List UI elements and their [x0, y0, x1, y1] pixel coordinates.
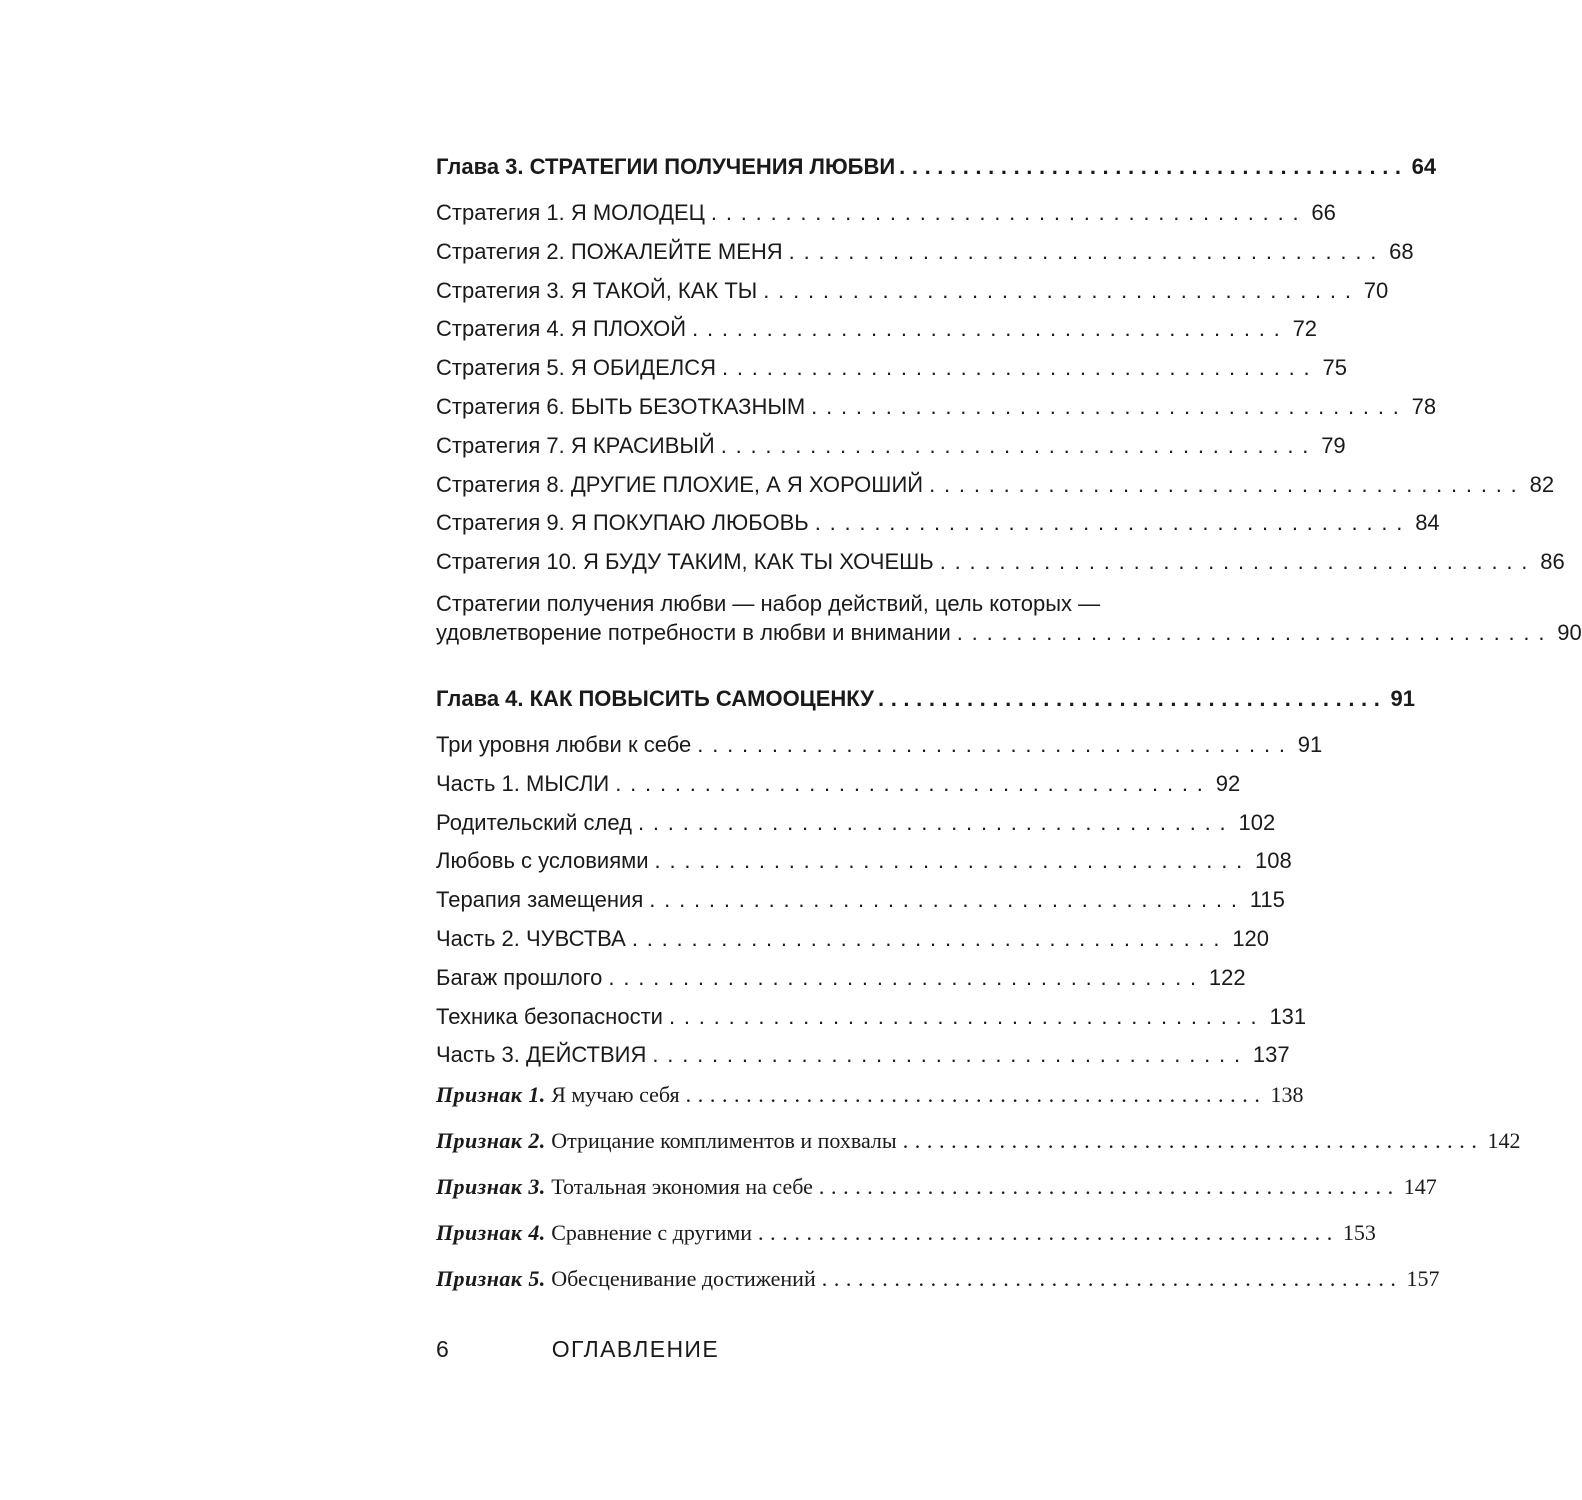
- sign-label: Признак 1.: [436, 1082, 546, 1107]
- entry-title: Часть 1. МЫСЛИ: [436, 771, 610, 796]
- page-number: 70: [1363, 278, 1389, 303]
- sign-title-wrap: [436, 1173, 813, 1201]
- summary-line-2: удовлетворение потребности в любви и внимании: [436, 620, 951, 645]
- dot-leader: ................................................: [758, 1220, 1339, 1245]
- dot-leader: ........................................: [710, 200, 1308, 225]
- page-number: 108: [1255, 848, 1292, 873]
- dot-leader: ........................................: [652, 1042, 1249, 1067]
- summary-line-2-row: [436, 619, 1582, 647]
- dot-leader: ................................................: [821, 1266, 1403, 1291]
- dot-leader: ........................................: [939, 549, 1537, 574]
- dot-leader: ........................................: [649, 887, 1246, 912]
- dot-leader: ........................................: [811, 394, 1408, 419]
- chapter-title: Глава 4. КАК ПОВЫСИТЬ САМООЦЕНКУ: [436, 686, 874, 711]
- entry-title: Любовь с условиями: [436, 848, 649, 873]
- toc-entry[interactable]: [436, 432, 1346, 460]
- dot-leader: ........................................: [692, 316, 1289, 341]
- page-number: 72: [1292, 316, 1318, 341]
- entry-title: Стратегия 3. Я ТАКОЙ, КАК ТЫ: [436, 278, 758, 303]
- toc-sign-entry[interactable]: [436, 1265, 1440, 1293]
- chapter-4-heading[interactable]: [436, 685, 1415, 713]
- dot-leader: ........................................: [654, 848, 1252, 873]
- toc-entry[interactable]: [436, 925, 1270, 953]
- page-number: 82: [1529, 472, 1555, 497]
- dot-leader: ........................................: [788, 239, 1386, 264]
- toc-entry[interactable]: [436, 315, 1318, 343]
- sign-title-wrap: [436, 1265, 816, 1293]
- summary-line-1: Стратегии получения любви — набор действий, цель которых —: [436, 591, 1101, 616]
- dot-leader: ........................................: [763, 278, 1360, 303]
- toc-entry[interactable]: [436, 354, 1347, 382]
- page-number: 147: [1403, 1174, 1437, 1199]
- dot-leader: ................................................: [818, 1174, 1400, 1199]
- page-number: 120: [1232, 926, 1270, 951]
- entry-title: Стратегия 7. Я КРАСИВЫЙ: [436, 433, 715, 458]
- toc-entry[interactable]: [436, 886, 1285, 914]
- entry-title: Стратегия 2. ПОЖАЛЕЙТЕ МЕНЯ: [436, 239, 783, 264]
- sign-label: Признак 2.: [436, 1128, 546, 1153]
- page-number: 64: [1411, 154, 1437, 179]
- page-number: 131: [1269, 1004, 1307, 1029]
- page-number: 142: [1487, 1128, 1521, 1153]
- dot-leader: ........................................: [814, 510, 1412, 535]
- sign-label: Признак 3.: [436, 1174, 546, 1199]
- page-number: 138: [1270, 1082, 1304, 1107]
- page-number: 68: [1389, 239, 1414, 264]
- sign-label: Признак 5.: [436, 1266, 546, 1291]
- page-number: 157: [1406, 1266, 1440, 1291]
- dot-leader: ........................................: [697, 732, 1294, 757]
- entry-title: Терапия замещения: [436, 887, 644, 912]
- chapter-title: Глава 3. СТРАТЕГИИ ПОЛУЧЕНИЯ ЛЮБВИ: [436, 154, 896, 179]
- sign-title-wrap: [436, 1127, 897, 1155]
- entry-title: Часть 3. ДЕЙСТВИЯ: [436, 1042, 647, 1067]
- dot-leader: ........................................: [631, 926, 1229, 951]
- sign-text: Сравнение с другими: [551, 1220, 753, 1245]
- entry-title: Стратегия 8. ДРУГИЕ ПЛОХИЕ, А Я ХОРОШИЙ: [436, 472, 924, 497]
- page-number: 137: [1252, 1042, 1290, 1067]
- entry-title: Часть 2. ЧУВСТВА: [436, 926, 626, 951]
- toc-sign-entry[interactable]: [436, 1219, 1376, 1247]
- sign-text: Я мучаю себя: [551, 1082, 680, 1107]
- page-number: 153: [1342, 1220, 1376, 1245]
- toc-entry[interactable]: [436, 509, 1440, 537]
- footer-page-number: 6: [436, 1336, 451, 1362]
- entry-title: Стратегия 4. Я ПЛОХОЙ: [436, 316, 687, 341]
- sign-label: Признак 4.: [436, 1220, 546, 1245]
- toc-entry[interactable]: [436, 238, 1414, 266]
- toc-entry[interactable]: [436, 277, 1389, 305]
- toc-entry[interactable]: [436, 1003, 1307, 1031]
- entry-title: Багаж прошлого: [436, 965, 603, 990]
- entry-title: Стратегия 10. Я БУДУ ТАКИМ, КАК ТЫ ХОЧЕШЬ: [436, 549, 934, 574]
- dot-leader: ................................................: [685, 1082, 1267, 1107]
- toc-entry[interactable]: [436, 548, 1565, 576]
- dot-leader: ........................................: [721, 355, 1319, 380]
- dot-leader: ........................................: [956, 620, 1554, 645]
- toc-entry[interactable]: [436, 731, 1323, 759]
- toc-entry[interactable]: [436, 964, 1246, 992]
- entry-title: Стратегия 9. Я ПОКУПАЮ ЛЮБОВЬ: [436, 510, 809, 535]
- toc-entry[interactable]: [436, 809, 1276, 837]
- sign-text: Отрицание комплиментов и похвалы: [551, 1128, 897, 1153]
- page-number: 78: [1411, 394, 1437, 419]
- dot-leader: ................................................: [902, 1128, 1484, 1153]
- sign-text: Тотальная экономия на себе: [551, 1174, 813, 1199]
- toc-entry[interactable]: [436, 393, 1437, 421]
- dot-leader: ........................................: [899, 154, 1408, 179]
- entry-title: Стратегия 6. БЫТЬ БЕЗОТКАЗНЫМ: [436, 394, 806, 419]
- dot-leader: ........................................: [637, 810, 1235, 835]
- page-number: 91: [1297, 732, 1323, 757]
- page-number: 79: [1321, 433, 1346, 458]
- dot-leader: ........................................: [608, 965, 1205, 990]
- page-number: 122: [1208, 965, 1246, 990]
- toc-entry[interactable]: [436, 770, 1241, 798]
- toc-entry[interactable]: [436, 471, 1555, 499]
- page-number: 91: [1390, 686, 1415, 711]
- page-number: 86: [1540, 549, 1565, 574]
- entry-title: Техника безопасности: [436, 1004, 663, 1029]
- entry-title: Родительский след: [436, 810, 632, 835]
- toc-entry-summary[interactable]: [436, 589, 1582, 647]
- dot-leader: ........................................: [720, 433, 1318, 458]
- dot-leader: ........................................: [877, 686, 1387, 711]
- dot-leader: ........................................: [668, 1004, 1266, 1029]
- page-number: 90: [1557, 620, 1582, 645]
- entry-title: Три уровня любви к себе: [436, 732, 692, 757]
- entry-title: Стратегия 1. Я МОЛОДЕЦ: [436, 200, 705, 225]
- footer-section-title: ОГЛАВЛЕНИЕ: [551, 1336, 720, 1362]
- dot-leader: ........................................: [615, 771, 1212, 796]
- page-number: 75: [1322, 355, 1347, 380]
- toc-entry[interactable]: [436, 1041, 1290, 1069]
- toc-entry[interactable]: [436, 847, 1292, 875]
- chapter-3-heading[interactable]: [436, 153, 1437, 181]
- entry-title: Стратегия 5. Я ОБИДЕЛСЯ: [436, 355, 716, 380]
- page-number: 102: [1238, 810, 1276, 835]
- sign-title-wrap: [436, 1081, 680, 1109]
- page-number: 84: [1415, 510, 1440, 535]
- toc-sign-entry[interactable]: [436, 1127, 1521, 1155]
- page-footer: [436, 1336, 719, 1363]
- sign-title-wrap: [436, 1219, 752, 1247]
- sign-text: Обесценивание достижений: [551, 1266, 816, 1291]
- page-number: 115: [1249, 887, 1285, 912]
- toc-sign-entry[interactable]: [436, 1173, 1437, 1201]
- page-number: 92: [1215, 771, 1241, 796]
- dot-leader: ........................................: [929, 472, 1526, 497]
- toc-sign-entry[interactable]: [436, 1081, 1304, 1109]
- toc-entry[interactable]: [436, 199, 1336, 227]
- page-number: 66: [1311, 200, 1336, 225]
